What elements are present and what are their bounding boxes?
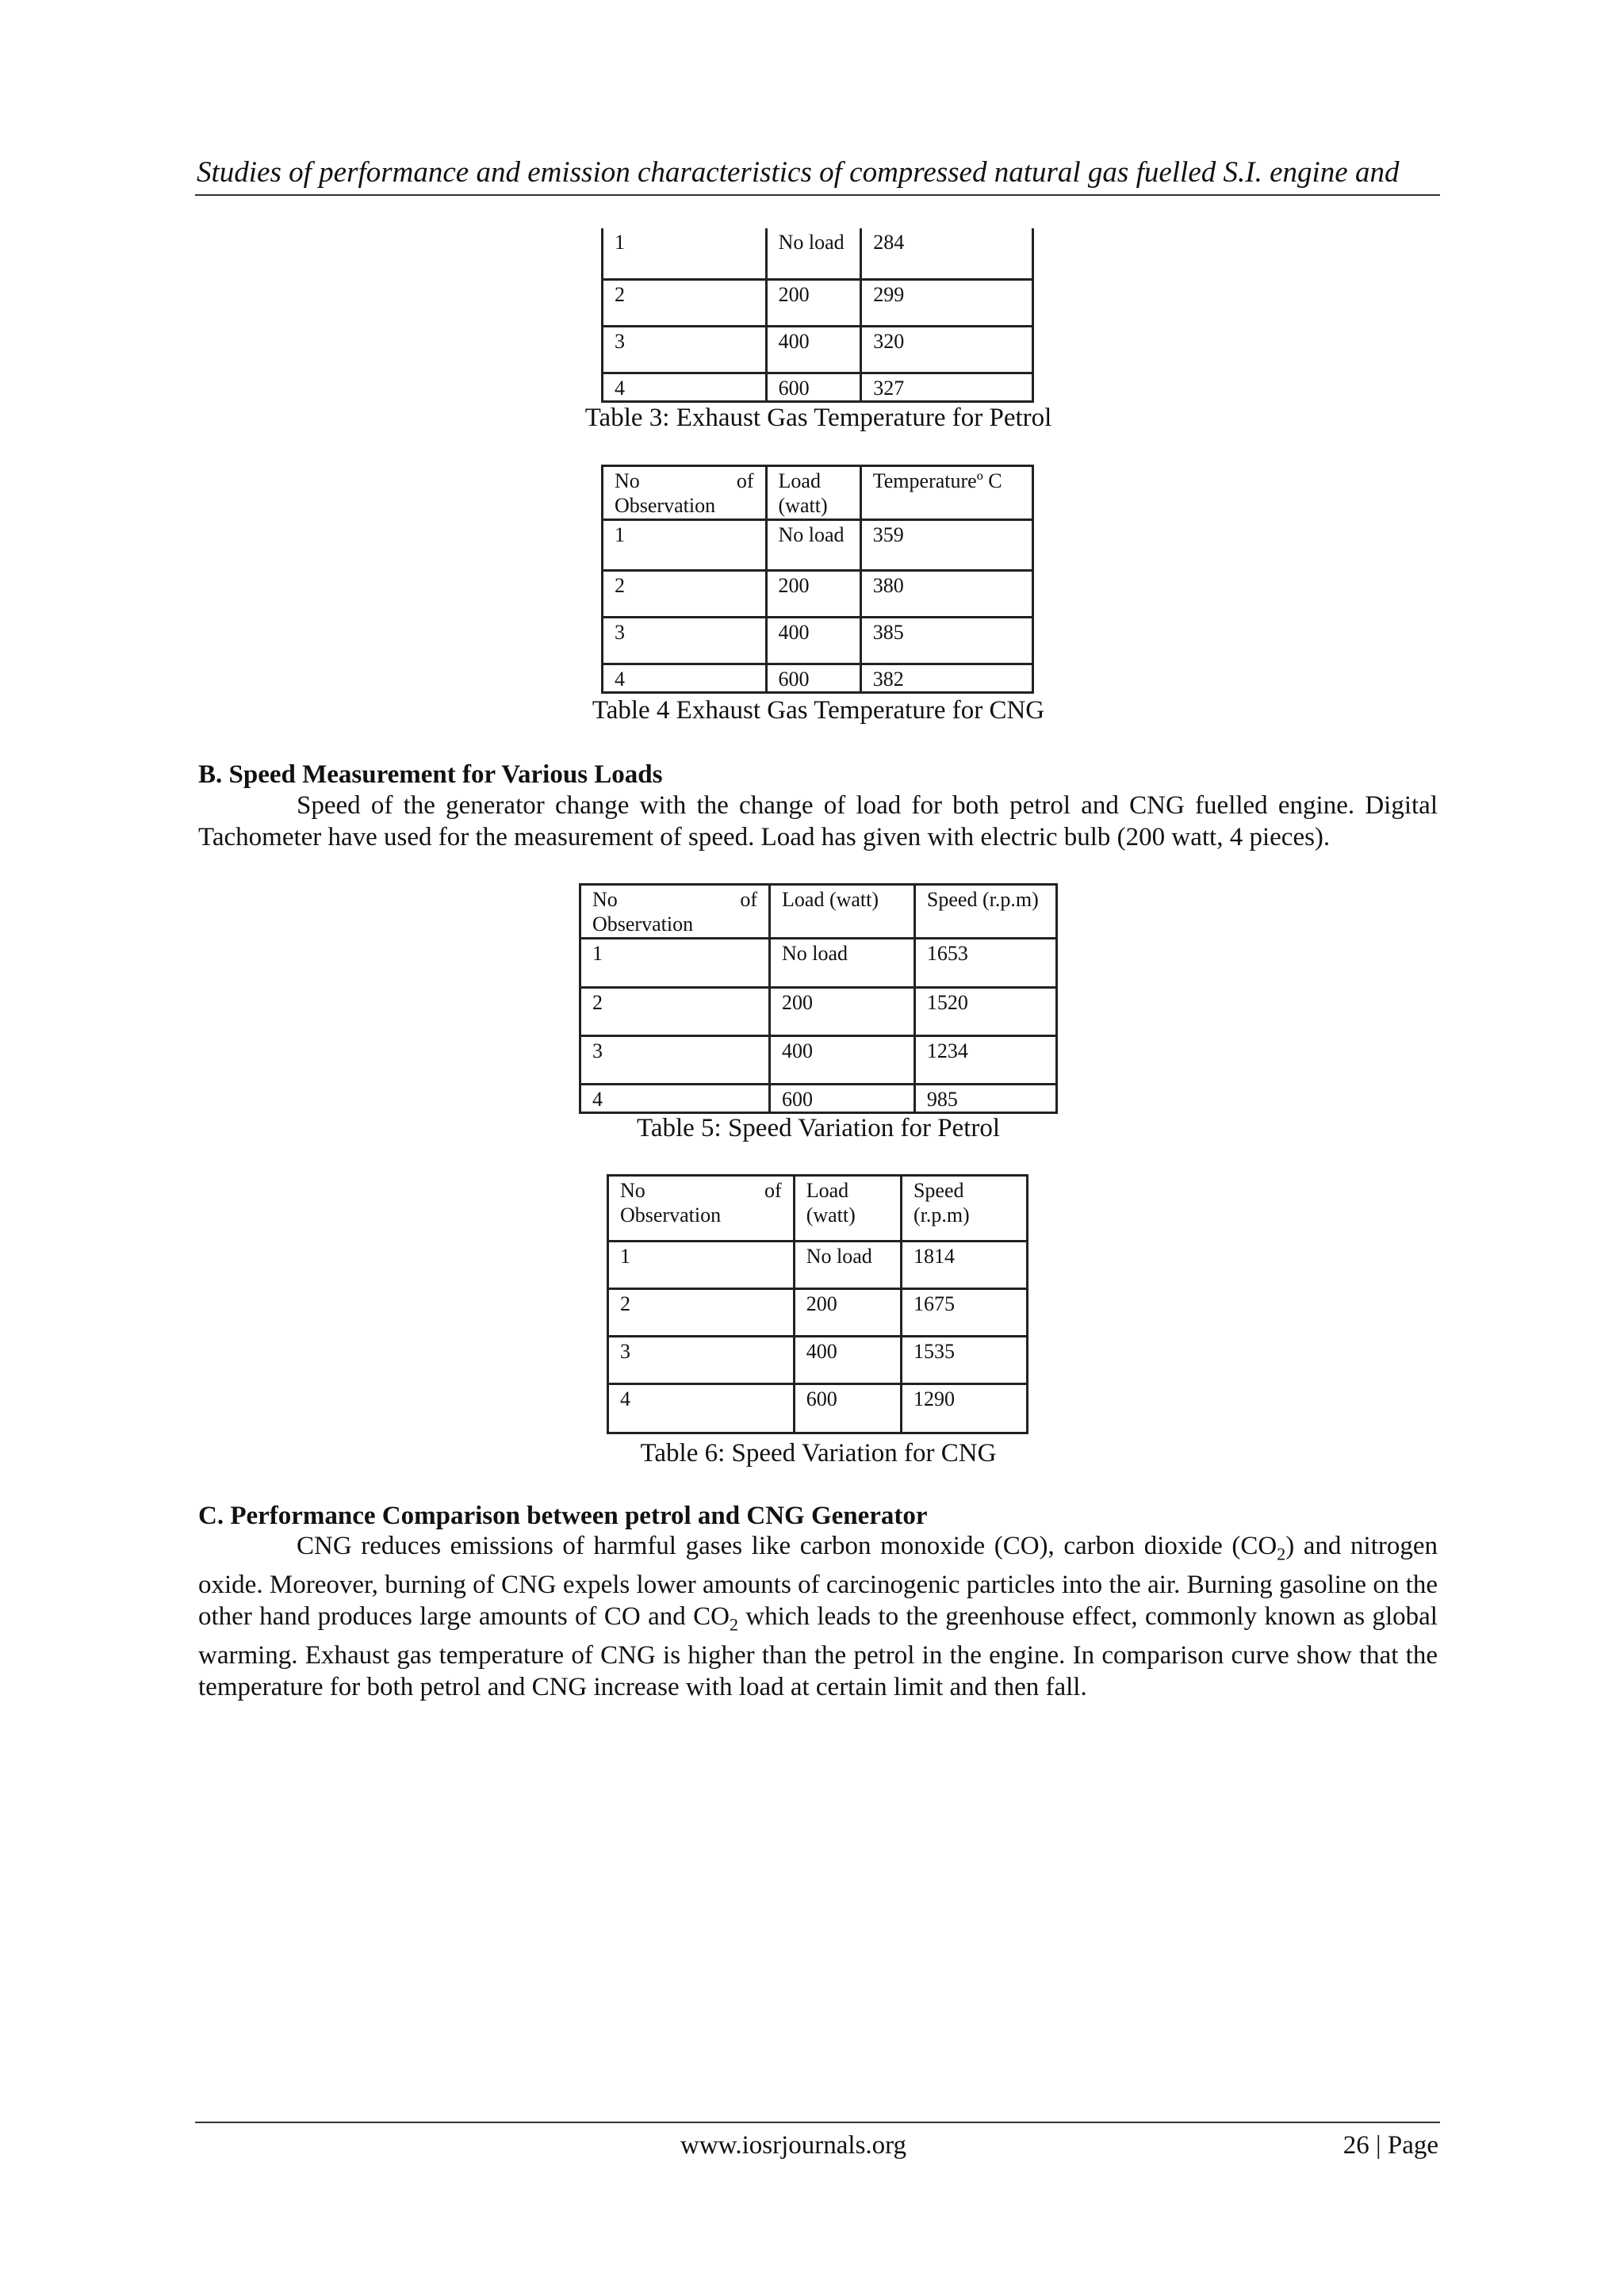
table-header-row [608,1176,1028,1242]
table-3-caption: Table 3: Exhaust Gas Temperature for Petrol [584,404,1052,432]
table-row [603,571,1033,618]
load-cell: 200 [766,571,860,618]
table-6-cng-speed [607,1174,1028,1434]
value-cell: 1290 [901,1384,1027,1433]
load-header: Load (watt) [794,1176,901,1242]
table-row [580,988,1057,1036]
load-cell: 400 [766,326,861,373]
table-4-cng-temperature [601,465,1034,694]
subscript-2: 2 [1277,1544,1286,1564]
value-cell: 380 [860,571,1032,618]
section-c-text-3: which leads to the greenhouse effect, commonly known as global warming. Exhaust gas temperature of CNG is higher than the petrol in the engine. In comparison curve show that the temperature for both petrol and CNG increase with load at certain limit and then fall. [198,1601,1438,1701]
value-cell: 985 [914,1085,1056,1113]
obs-cell: 1 [580,939,770,988]
load-cell: 400 [794,1337,901,1384]
subscript-2: 2 [729,1614,738,1635]
footer-page-number: 26 | Page [1342,2131,1438,2160]
obs-header [608,1176,795,1242]
obs-cell: 4 [603,664,767,693]
table-row [603,373,1033,401]
value-cell: 284 [861,228,1033,279]
value-cell: 1814 [901,1242,1027,1289]
value-header: Temperatureº C [860,466,1032,520]
obs-cell: 3 [603,326,767,373]
table-row [608,1384,1028,1433]
obs-cell: 2 [603,571,767,618]
obs-cell: 3 [580,1036,770,1085]
value-header: Speed (r.p.m) [914,885,1056,939]
value-cell: 1675 [901,1289,1027,1337]
section-b-heading: B. Speed Measurement for Various Loads [198,760,663,789]
footer-rule [195,2122,1440,2123]
table-3-petrol-temperature [601,228,1034,403]
table-row [603,326,1033,373]
obs-cell: 2 [608,1289,795,1337]
value-cell: 1234 [914,1036,1056,1085]
obs-cell: 4 [608,1384,795,1433]
value-cell: 359 [860,520,1032,571]
obs-cell: 3 [608,1337,795,1384]
obs-cell: 1 [603,228,767,279]
obs-header-bottom: Observation [615,494,716,517]
obs-cell: 2 [580,988,770,1036]
value-cell: 1653 [914,939,1056,988]
table-row [603,520,1033,571]
table-6-caption: Table 6: Speed Variation for CNG [640,1439,997,1468]
table-row [580,1085,1057,1113]
running-header: Studies of performance and emission characteristics of compressed natural gas fuelled S.I. engine and [197,156,1400,189]
table-5-petrol-speed [579,883,1058,1114]
value-cell: 1520 [914,988,1056,1036]
obs-header-bottom: Observation [620,1203,722,1226]
load-header: Load (watt) [770,885,915,939]
obs-header-right: of [736,469,754,492]
load-cell: No load [766,228,861,279]
table-header-row [580,885,1057,939]
value-cell: 299 [861,279,1033,326]
table-row [580,1036,1057,1085]
header-rule [195,194,1440,196]
load-cell: 600 [770,1085,915,1113]
value-cell: 1535 [901,1337,1027,1384]
obs-header-left: No [592,888,618,911]
obs-cell: 2 [603,279,767,326]
obs-header [603,466,767,520]
value-cell: 320 [861,326,1033,373]
load-cell: 200 [766,279,861,326]
table-row [603,279,1033,326]
obs-header-right: of [764,1179,782,1202]
table-row [608,1242,1028,1289]
value-cell: 385 [860,618,1032,664]
load-cell: 600 [766,664,860,693]
load-cell: 400 [770,1036,915,1085]
table-4-caption: Table 4 Exhaust Gas Temperature for CNG [592,696,1045,725]
table-row [608,1289,1028,1337]
obs-cell: 4 [603,373,767,401]
section-c-heading: C. Performance Comparison between petrol and CNG Generator [198,1502,928,1530]
table-row [603,664,1033,693]
load-cell: No load [794,1242,901,1289]
obs-header-right: of [740,888,758,911]
obs-header-bottom: Observation [592,913,694,936]
section-c-text-2: ) and nitrogen oxide. Moreover, burning of CNG expels lower amounts of carcinogenic particles into the air. Burning gasoline on the other hand produces large amounts of CO and CO [198,1532,1438,1631]
load-cell: 200 [794,1289,901,1337]
table-header-row [603,466,1033,520]
obs-cell: 1 [608,1242,795,1289]
obs-cell: 3 [603,618,767,664]
obs-cell: 4 [580,1085,770,1113]
section-b-text: Speed of the generator change with the change of load for both petrol and CNG fuelled engine. Digital Tachometer have used for the measurement of speed. Load has given with electric bulb (200 watt, 4 pieces). [198,791,1438,851]
footer-url: www.iosrjournals.org [680,2131,907,2160]
load-cell: 600 [794,1384,901,1433]
load-cell: No load [770,939,915,988]
load-cell: No load [766,520,860,571]
obs-header-left: No [615,469,640,492]
load-header: Load (watt) [766,466,860,520]
load-cell: 400 [766,618,860,664]
value-cell: 327 [861,373,1033,401]
load-cell: 600 [766,373,861,401]
table-row [580,939,1057,988]
section-c-text-1: CNG reduces emissions of harmful gases like carbon monoxide (CO), carbon dioxide (CO [297,1532,1277,1560]
table-5-caption: Table 5: Speed Variation for Petrol [636,1114,1001,1142]
value-cell: 382 [860,664,1032,693]
value-header: Speed (r.p.m) [901,1176,1027,1242]
load-cell: 200 [770,988,915,1036]
obs-header-left: No [620,1179,645,1202]
table-row [603,228,1033,279]
obs-cell: 1 [603,520,767,571]
section-b-paragraph [198,790,1438,853]
table-row [608,1337,1028,1384]
section-c-paragraph [198,1531,1438,1703]
table-row [603,618,1033,664]
obs-header [580,885,770,939]
